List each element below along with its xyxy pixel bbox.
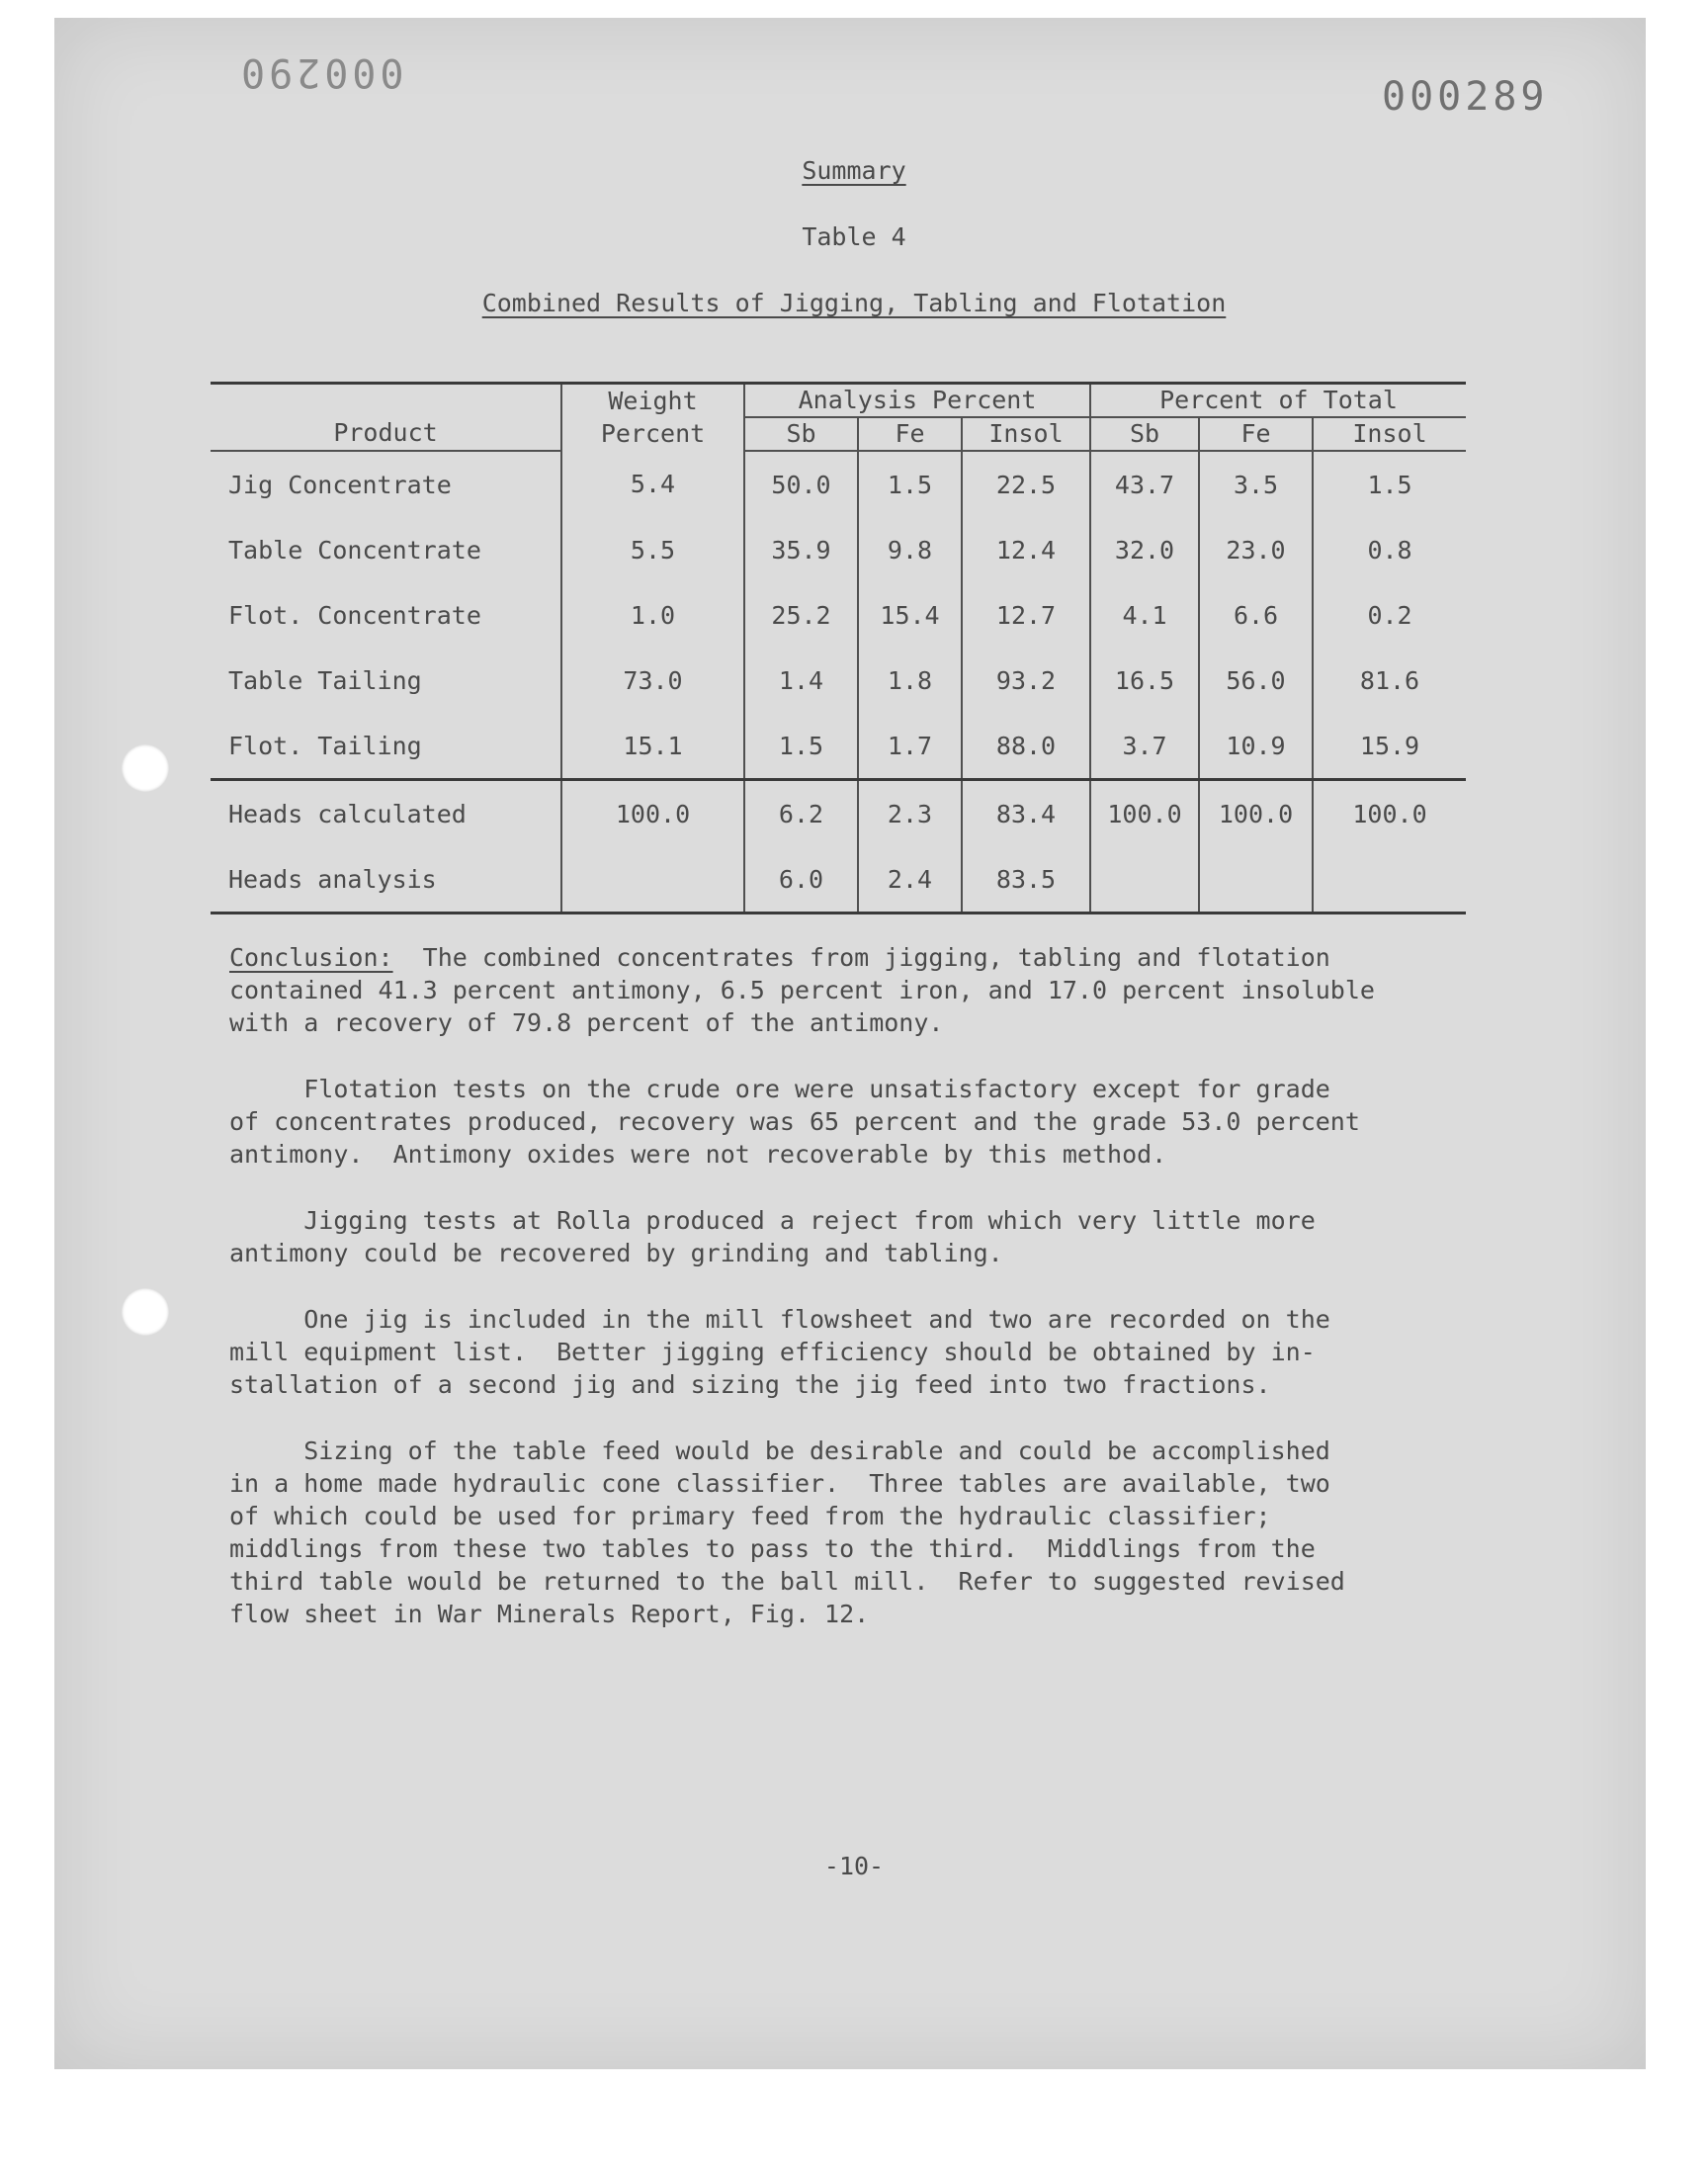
- col-header-product: Product: [211, 384, 561, 452]
- text-line: One jig is included in the mill flowsheet and two are recorded on the: [229, 1305, 1330, 1334]
- paragraph-table-feed: [229, 1435, 1514, 1630]
- col-header-total-fe: Fe: [1199, 417, 1313, 451]
- text-line: of which could be used for primary feed from the hydraulic classifier;: [229, 1502, 1271, 1530]
- col-header-analysis-fe: Fe: [858, 417, 962, 451]
- cell-analysis-fe: 2.3: [858, 780, 962, 847]
- results-table: [211, 382, 1466, 914]
- cell-analysis-fe: 15.4: [858, 582, 962, 648]
- table-row: [211, 846, 1466, 914]
- text-line: The combined concentrates from jigging, tabling and flotation: [392, 943, 1330, 972]
- table-row: [211, 713, 1466, 780]
- cell-analysis-sb: 6.0: [744, 846, 858, 914]
- cell-analysis-fe: 1.7: [858, 713, 962, 780]
- cell-total-fe: [1199, 846, 1313, 914]
- cell-product: Flot. Tailing: [228, 731, 422, 760]
- col-group-analysis-percent: Analysis Percent: [744, 384, 1090, 418]
- cell-total-sb: 43.7: [1090, 451, 1199, 517]
- conclusion-label: Conclusion:: [229, 943, 393, 972]
- cell-product: Table Tailing: [228, 665, 422, 695]
- cell-product: Table Concentrate: [228, 535, 481, 565]
- cell-total-fe: 3.5: [1199, 451, 1313, 517]
- cell-total-fe: 23.0: [1199, 517, 1313, 582]
- cell-analysis-insol: 83.4: [962, 780, 1090, 847]
- col-header-total-insol: Insol: [1313, 417, 1466, 451]
- cell-analysis-fe: 2.4: [858, 846, 962, 914]
- cell-analysis-sb: 6.2: [744, 780, 858, 847]
- cell-total-fe: 6.6: [1199, 582, 1313, 648]
- page-stamp-top-left: 000290: [237, 49, 404, 95]
- page-number: -10-: [823, 1852, 885, 1880]
- cell-analysis-sb: 1.5: [744, 713, 858, 780]
- text-line: contained 41.3 percent antimony, 6.5 percent iron, and 17.0 percent insoluble: [229, 976, 1375, 1004]
- page-heading: Summary: [802, 156, 906, 185]
- paragraph-flotation: [229, 1073, 1514, 1171]
- cell-analysis-fe: 9.8: [858, 517, 962, 582]
- text-line: middlings from these two tables to pass to the third. Middlings from the: [229, 1534, 1316, 1563]
- text-line: Sizing of the table feed would be desirable and could be accomplished: [229, 1436, 1330, 1465]
- cell-product: Jig Concentrate: [228, 470, 452, 499]
- cell-analysis-insol: 83.5: [962, 846, 1090, 914]
- text-line: antimony. Antimony oxides were not recoverable by this method.: [229, 1140, 1167, 1169]
- cell-analysis-insol: 93.2: [962, 648, 1090, 713]
- cell-analysis-sb: 35.9: [744, 517, 858, 582]
- cell-analysis-insol: 12.4: [962, 517, 1090, 582]
- table-row: [211, 582, 1466, 648]
- cell-total-sb: 100.0: [1090, 780, 1199, 847]
- cell-weight: 100.0: [561, 780, 744, 847]
- cell-weight: [561, 846, 744, 914]
- table-title: Combined Results of Jigging, Tabling and Flotation: [481, 289, 1227, 317]
- text-line: mill equipment list. Better jigging efficiency should be obtained by in-: [229, 1338, 1316, 1366]
- cell-analysis-sb: 50.0: [744, 451, 858, 517]
- text-line: in a home made hydraulic cone classifier. Three tables are available, two: [229, 1469, 1330, 1498]
- cell-analysis-fe: 1.5: [858, 451, 962, 517]
- cell-weight: 5.4: [561, 451, 744, 517]
- document-page: [54, 18, 1646, 2069]
- cell-analysis-sb: 1.4: [744, 648, 858, 713]
- col-group-percent-of-total: Percent of Total: [1090, 384, 1466, 418]
- cell-weight: 15.1: [561, 713, 744, 780]
- text-line: of concentrates produced, recovery was 65 percent and the grade 53.0 percent: [229, 1107, 1360, 1136]
- cell-total-fe: 100.0: [1199, 780, 1313, 847]
- cell-product: Heads analysis: [228, 864, 437, 894]
- text-line: with a recovery of 79.8 percent of the antimony.: [229, 1008, 944, 1037]
- table-row: [211, 648, 1466, 713]
- table-label: Table 4: [802, 222, 906, 251]
- cell-analysis-fe: 1.8: [858, 648, 962, 713]
- cell-total-insol: 100.0: [1313, 780, 1466, 847]
- table-row: [211, 517, 1466, 582]
- col-header-weight-line1: Weight: [561, 384, 744, 418]
- text-line: Jigging tests at Rolla produced a reject from which very little more: [229, 1206, 1316, 1235]
- cell-total-insol: 0.2: [1313, 582, 1466, 648]
- cell-total-sb: [1090, 846, 1199, 914]
- col-header-analysis-insol: Insol: [962, 417, 1090, 451]
- table-row: [211, 451, 1466, 517]
- punch-hole-icon: [122, 744, 169, 792]
- col-header-analysis-sb: Sb: [744, 417, 858, 451]
- cell-total-insol: 1.5: [1313, 451, 1466, 517]
- cell-analysis-insol: 88.0: [962, 713, 1090, 780]
- cell-total-insol: 0.8: [1313, 517, 1466, 582]
- cell-weight: 5.5: [561, 517, 744, 582]
- cell-total-insol: [1313, 846, 1466, 914]
- punch-hole-icon: [122, 1288, 169, 1336]
- table-row: [211, 780, 1466, 847]
- text-line: stallation of a second jig and sizing the jig feed into two fractions.: [229, 1370, 1271, 1399]
- cell-weight: 73.0: [561, 648, 744, 713]
- text-line: flow sheet in War Minerals Report, Fig. 12.: [229, 1600, 870, 1628]
- cell-product: Flot. Concentrate: [228, 600, 481, 630]
- col-header-weight-line2: Percent: [561, 417, 744, 451]
- cell-total-sb: 32.0: [1090, 517, 1199, 582]
- cell-total-insol: 15.9: [1313, 713, 1466, 780]
- text-line: third table would be returned to the ball mill. Refer to suggested revised: [229, 1567, 1345, 1596]
- page-stamp-top-right: 000289: [1382, 74, 1549, 120]
- paragraph-jigging: [229, 1204, 1514, 1269]
- cell-total-fe: 10.9: [1199, 713, 1313, 780]
- cell-total-fe: 56.0: [1199, 648, 1313, 713]
- cell-total-sb: 4.1: [1090, 582, 1199, 648]
- cell-analysis-insol: 12.7: [962, 582, 1090, 648]
- cell-total-insol: 81.6: [1313, 648, 1466, 713]
- cell-total-sb: 3.7: [1090, 713, 1199, 780]
- text-line: Flotation tests on the crude ore were unsatisfactory except for grade: [229, 1075, 1330, 1103]
- cell-product: Heads calculated: [228, 799, 467, 828]
- paragraph-jig-flowsheet: [229, 1303, 1514, 1401]
- cell-weight: 1.0: [561, 582, 744, 648]
- col-header-total-sb: Sb: [1090, 417, 1199, 451]
- cell-total-sb: 16.5: [1090, 648, 1199, 713]
- text-line: antimony could be recovered by grinding and tabling.: [229, 1239, 1003, 1267]
- cell-analysis-sb: 25.2: [744, 582, 858, 648]
- conclusion-paragraph: [229, 941, 1514, 1039]
- cell-analysis-insol: 22.5: [962, 451, 1090, 517]
